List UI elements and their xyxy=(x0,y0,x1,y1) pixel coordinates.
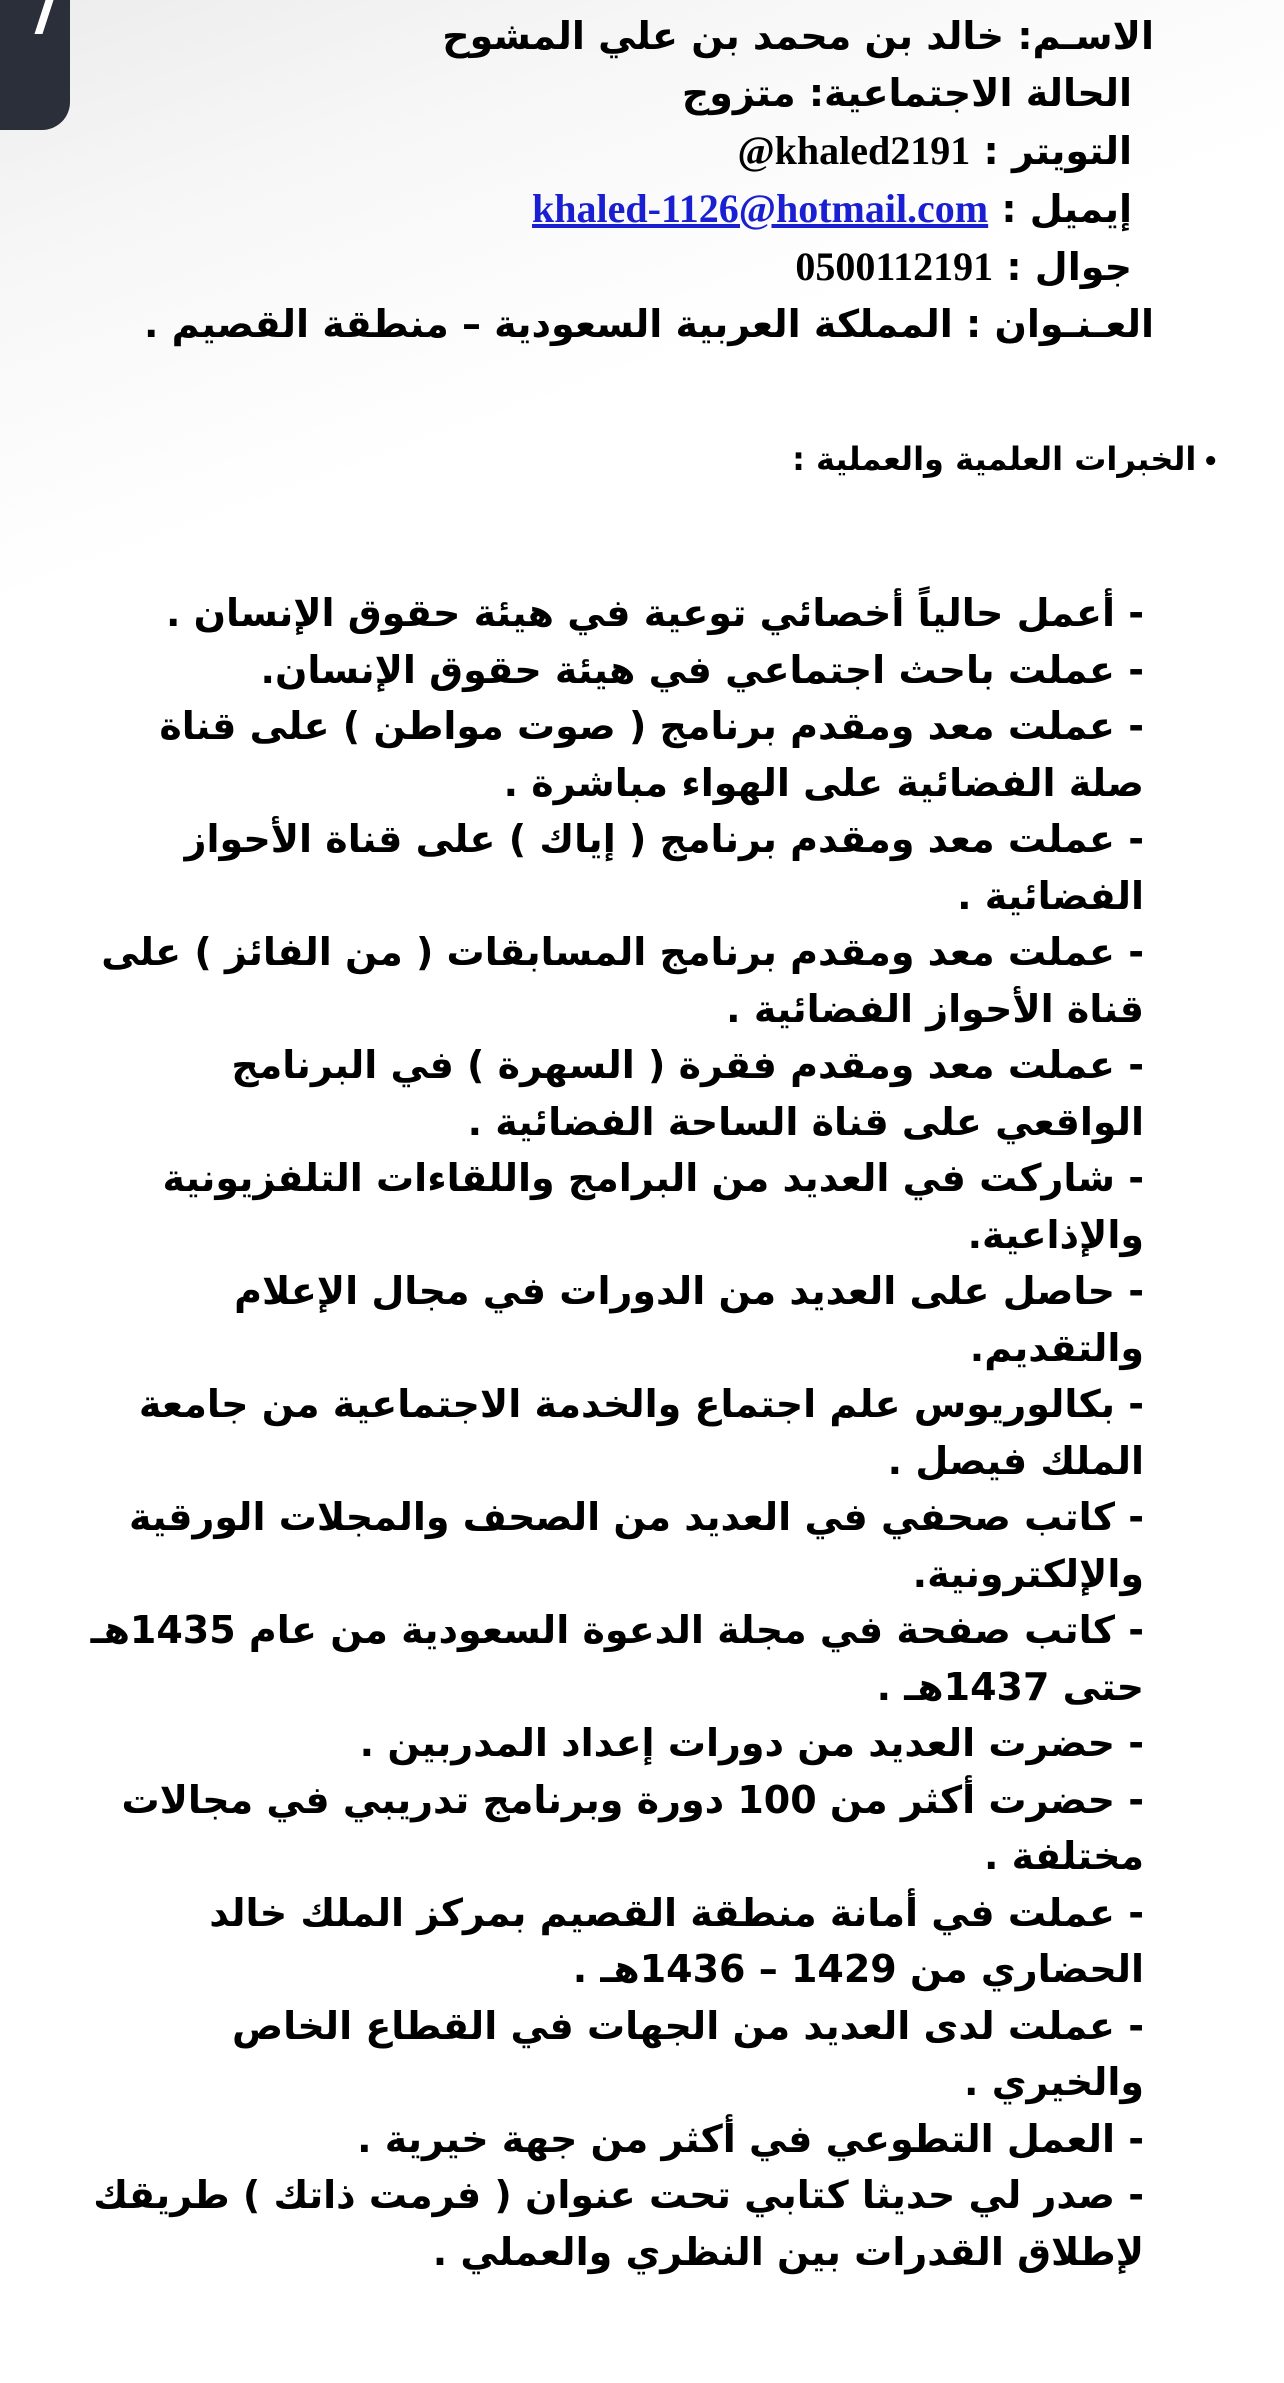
experience-item: - شاركت في العديد من البرامج واللقاءات التلفزيونية والإذاعية. xyxy=(162,1156,1144,1257)
address-row xyxy=(54,296,1154,353)
marital-status-value: متزوج xyxy=(681,71,796,115)
experience-section-title xyxy=(792,440,1219,478)
section-title-text: الخبرات العلمية والعملية : xyxy=(792,440,1197,478)
bullet-dot-icon: • xyxy=(1202,447,1219,477)
email-label: إيميل : xyxy=(1001,187,1132,231)
experience-item: - حضرت العديد من دورات إعداد المدربين . xyxy=(359,1721,1144,1765)
experience-list xyxy=(84,585,1144,2280)
mobile-number: 0500112191 xyxy=(795,244,994,289)
name-value: خالد بن محمد بن علي المشوح xyxy=(442,14,1005,58)
experience-item: - كاتب صحفي في العديد من الصحف والمجلات الورقية والإلكترونية. xyxy=(129,1495,1144,1596)
twitter-label: التويتر : xyxy=(983,129,1132,173)
twitter-handle: @khaled2191 xyxy=(737,128,971,173)
personal-info-block xyxy=(54,8,1154,353)
experience-item: - عملت معد ومقدم برنامج المسابقات ( من الفائز ) على قناة الأحواز الفضائية . xyxy=(101,930,1144,1031)
marital-status-row xyxy=(54,65,1154,122)
experience-item: - عملت معد ومقدم برنامج ( إياك ) على قناة الأحواز الفضائية . xyxy=(184,817,1144,918)
experience-item: - كاتب صفحة في مجلة الدعوة السعودية من عام 1435هـ حتى 1437هـ . xyxy=(90,1608,1144,1709)
experience-item: - حضرت أكثر من 100 دورة وبرنامج تدريبي في مجالات مختلفة . xyxy=(121,1777,1144,1878)
email-row xyxy=(54,180,1154,238)
experience-item: - صدر لي حديثا كتابي تحت عنوان ( فرمت ذاتك ) طريقك لإطلاق القدرات بين النظري والعملي . xyxy=(93,2173,1144,2274)
twitter-row xyxy=(54,122,1154,180)
address-value: المملكة العربية السعودية – منطقة القصيم . xyxy=(143,302,953,346)
name-label: الاسـم: xyxy=(1017,14,1154,58)
experience-item: - عملت معد ومقدم برنامج ( صوت مواطن ) على قناة صلة الفضائية على الهواء مباشرة . xyxy=(159,704,1144,805)
experience-item: - عملت لدى العديد من الجهات في القطاع الخاص والخيري . xyxy=(232,2003,1144,2104)
mobile-row xyxy=(54,238,1154,296)
experience-item: - أعمل حالياً أخصائي توعية في هيئة حقوق الإنسان . xyxy=(165,591,1144,635)
experience-item: - عملت معد ومقدم فقرة ( السهرة ) في البرنامج الواقعي على قناة الساحة الفضائية . xyxy=(231,1043,1144,1144)
marital-status-label: الحالة الاجتماعية: xyxy=(808,71,1132,115)
experience-item: - عملت باحث اجتماعي في هيئة حقوق الإنسان. xyxy=(260,647,1144,692)
experience-item: - بكالوريوس علم اجتماع والخدمة الاجتماعية من جامعة الملك فيصل . xyxy=(138,1382,1144,1483)
mobile-label: جوال : xyxy=(1006,245,1132,289)
email-link[interactable]: khaled-1126@hotmail.com xyxy=(532,186,989,231)
experience-item: - عملت في أمانة منطقة القصيم بمركز الملك خالد الحضاري من 1429 – 1436هـ . xyxy=(209,1890,1144,1991)
address-label: العـنـوان : xyxy=(966,302,1154,346)
experience-item: - العمل التطوعي في أكثر من جهة خيرية . xyxy=(357,2116,1144,2161)
name-row xyxy=(54,8,1154,65)
experience-item: - حاصل على العديد من الدورات في مجال الإعلام والتقديم. xyxy=(234,1269,1144,1370)
